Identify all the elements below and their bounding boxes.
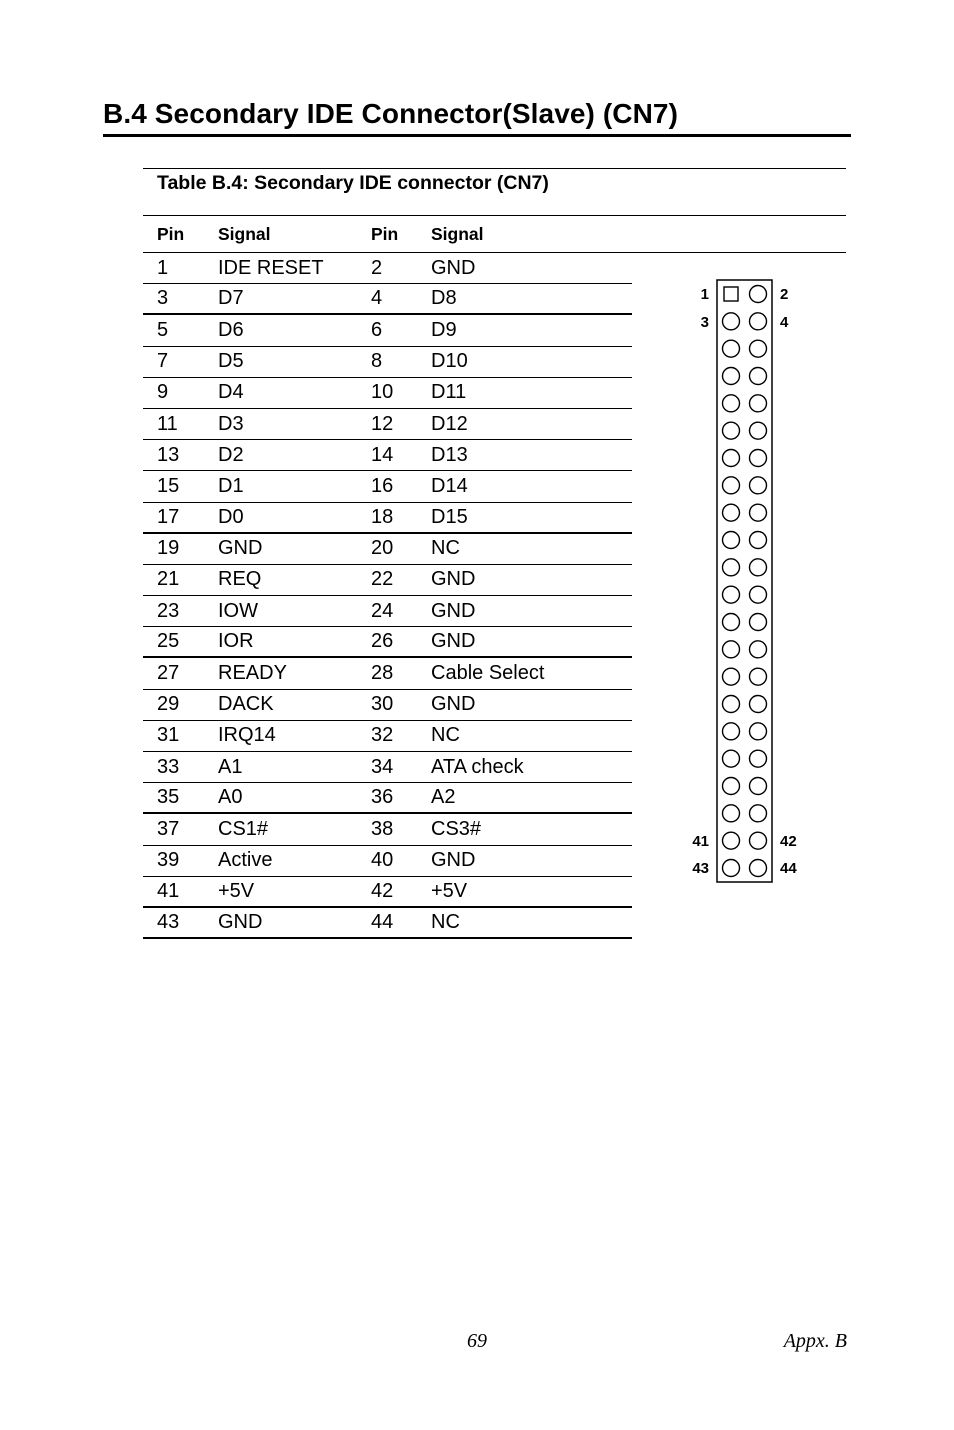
cell-signal-even: NC <box>431 911 460 934</box>
pin-pad <box>723 586 740 603</box>
pin-pad <box>750 750 767 767</box>
pin-pad <box>723 641 740 658</box>
table-row <box>143 627 632 658</box>
pin-pad <box>723 614 740 631</box>
cell-pin-even: 10 <box>371 381 394 404</box>
pin-pad <box>750 668 767 685</box>
cell-pin-odd: 19 <box>157 537 180 560</box>
pin-pad <box>723 450 740 467</box>
cell-signal-even: NC <box>431 537 460 560</box>
cell-pin-even: 8 <box>371 350 383 373</box>
cell-pin-odd: 1 <box>157 256 169 279</box>
table-row <box>143 658 632 689</box>
page-number: 69 <box>467 1330 487 1352</box>
cell-signal-odd: D3 <box>218 412 244 435</box>
label-pin-4: 4 <box>780 314 789 331</box>
cell-signal-odd: A1 <box>218 755 243 778</box>
table-caption: Table B.4: Secondary IDE connector (CN7) <box>143 168 846 215</box>
cell-signal-even: D12 <box>431 412 468 435</box>
cell-signal-even: A2 <box>431 786 456 809</box>
table-row <box>143 503 632 534</box>
cell-signal-even: D11 <box>431 381 467 404</box>
cell-pin-even: 2 <box>371 256 383 279</box>
pin-pad <box>723 696 740 713</box>
cell-signal-even: Cable Select <box>431 662 545 685</box>
label-pin-44: 44 <box>780 860 797 877</box>
cell-pin-odd: 35 <box>157 786 180 809</box>
cell-pin-odd: 15 <box>157 474 180 497</box>
cell-pin-odd: 11 <box>157 412 178 435</box>
cell-pin-even: 14 <box>371 443 394 466</box>
pin-pad <box>750 395 767 412</box>
pin-pad <box>750 504 767 521</box>
cell-signal-odd: GND <box>218 537 263 560</box>
cell-signal-even: GND <box>431 599 476 622</box>
pin-pad <box>723 668 740 685</box>
cell-signal-odd: DACK <box>218 693 274 716</box>
pin-pad <box>750 559 767 576</box>
cell-signal-even: D15 <box>431 505 468 528</box>
cell-pin-odd: 41 <box>157 879 180 902</box>
label-pin-3: 3 <box>700 314 709 331</box>
pin-pad <box>723 422 740 439</box>
cell-signal-even: ATA check <box>431 755 524 778</box>
pin-pad <box>750 477 767 494</box>
cell-pin-odd: 31 <box>157 724 180 747</box>
table-row <box>143 440 632 471</box>
cell-signal-even: GND <box>431 256 476 279</box>
cell-pin-odd: 43 <box>157 911 180 934</box>
cell-signal-odd: CS1# <box>218 817 269 840</box>
header-signal-even: Signal <box>431 223 484 244</box>
cell-signal-odd: D6 <box>218 318 244 341</box>
cell-pin-even: 34 <box>371 755 394 778</box>
pin-pad <box>723 477 740 494</box>
cell-signal-even: GND <box>431 849 476 872</box>
cell-pin-odd: 9 <box>157 381 169 404</box>
table-row <box>143 877 632 908</box>
cell-signal-even: D10 <box>431 350 468 373</box>
pin-pad <box>723 832 740 849</box>
pin-pad <box>750 860 767 877</box>
table-header <box>143 215 846 253</box>
connector-diagram <box>680 279 820 885</box>
pin-pad <box>750 641 767 658</box>
cell-signal-even: GND <box>431 568 476 591</box>
pin-pad <box>750 313 767 330</box>
cell-signal-odd: D7 <box>218 287 244 310</box>
pin-pad <box>750 286 767 303</box>
table-row <box>143 752 632 783</box>
cell-signal-even: D14 <box>431 474 468 497</box>
table-row <box>143 783 632 814</box>
pin-pad <box>750 586 767 603</box>
label-pin-41: 41 <box>692 833 709 850</box>
pin-1-square-pad <box>724 287 738 301</box>
cell-signal-even: D8 <box>431 287 457 310</box>
pin-pad <box>723 559 740 576</box>
cell-pin-odd: 5 <box>157 318 169 341</box>
cell-pin-even: 18 <box>371 505 394 528</box>
cell-signal-odd: D2 <box>218 443 244 466</box>
table-row <box>143 347 632 378</box>
section-title: B.4 Secondary IDE Connector(Slave) (CN7) <box>103 98 851 137</box>
cell-pin-odd: 29 <box>157 693 180 716</box>
cell-pin-odd: 27 <box>157 662 180 685</box>
pin-pad <box>750 368 767 385</box>
cell-pin-even: 38 <box>371 817 394 840</box>
cell-pin-odd: 33 <box>157 755 180 778</box>
header-pin-odd: Pin <box>157 223 185 244</box>
cell-pin-even: 22 <box>371 568 394 591</box>
pin-pad <box>723 860 740 877</box>
label-pin-1: 1 <box>700 286 709 303</box>
label-pin-2: 2 <box>780 286 789 303</box>
cell-pin-even: 24 <box>371 599 394 622</box>
pin-pad <box>723 805 740 822</box>
header-signal-odd: Signal <box>218 223 271 244</box>
table-row <box>143 315 632 346</box>
cell-pin-even: 28 <box>371 662 394 685</box>
pin-pad <box>723 504 740 521</box>
cell-pin-even: 32 <box>371 724 394 747</box>
cell-signal-odd: D1 <box>218 474 244 497</box>
cell-signal-odd: GND <box>218 911 263 934</box>
cell-pin-odd: 25 <box>157 630 180 653</box>
pin-pad <box>723 395 740 412</box>
cell-pin-even: 6 <box>371 318 383 341</box>
pin-pad <box>750 422 767 439</box>
cell-pin-even: 12 <box>371 412 394 435</box>
pin-pad <box>750 778 767 795</box>
cell-pin-odd: 7 <box>157 350 169 373</box>
cell-pin-odd: 37 <box>157 817 180 840</box>
table-row <box>143 908 632 939</box>
cell-pin-odd: 21 <box>157 568 180 591</box>
cell-pin-even: 44 <box>371 911 394 934</box>
table-row <box>143 409 632 440</box>
pin-pad <box>723 723 740 740</box>
pin-pad <box>723 313 740 330</box>
cell-signal-even: GND <box>431 693 476 716</box>
cell-pin-even: 40 <box>371 849 394 872</box>
pin-pad <box>750 696 767 713</box>
cell-signal-even: GND <box>431 630 476 653</box>
header-pin-even: Pin <box>371 223 399 244</box>
pin-pad <box>723 368 740 385</box>
table-row <box>143 690 632 721</box>
cell-signal-odd: IDE RESET <box>218 256 324 279</box>
cell-signal-even: NC <box>431 724 460 747</box>
pin-pad <box>750 340 767 357</box>
cell-signal-even: CS3# <box>431 817 482 840</box>
cell-pin-even: 16 <box>371 474 394 497</box>
table-row <box>143 565 632 596</box>
cell-pin-even: 20 <box>371 537 394 560</box>
cell-signal-odd: IOW <box>218 599 258 622</box>
table-row <box>143 284 632 315</box>
cell-pin-odd: 17 <box>157 505 180 528</box>
cell-signal-even: D13 <box>431 443 468 466</box>
cell-signal-odd: Active <box>218 849 273 872</box>
pin-pad <box>723 532 740 549</box>
pin-pad <box>723 750 740 767</box>
cell-signal-odd: READY <box>218 662 287 685</box>
cell-signal-odd: IOR <box>218 630 254 653</box>
cell-pin-odd: 39 <box>157 849 180 872</box>
table-body <box>143 253 632 939</box>
cell-signal-odd: A0 <box>218 786 243 809</box>
table-row <box>143 596 632 627</box>
connector-pins <box>723 286 767 877</box>
cell-pin-even: 30 <box>371 693 394 716</box>
table-row <box>143 846 632 877</box>
cell-pin-odd: 3 <box>157 287 169 310</box>
cell-signal-odd: D4 <box>218 381 244 404</box>
cell-pin-even: 42 <box>371 879 394 902</box>
table-row <box>143 721 632 752</box>
label-pin-43: 43 <box>692 860 709 877</box>
cell-pin-even: 36 <box>371 786 394 809</box>
cell-pin-odd: 23 <box>157 599 180 622</box>
cell-signal-even: +5V <box>431 879 468 902</box>
cell-signal-odd: IRQ14 <box>218 724 276 747</box>
label-pin-42: 42 <box>780 833 797 850</box>
table-row <box>143 534 632 565</box>
cell-signal-odd: REQ <box>218 568 262 591</box>
pin-pad <box>723 340 740 357</box>
cell-pin-even: 26 <box>371 630 394 653</box>
pin-pad <box>750 832 767 849</box>
pin-pad <box>750 450 767 467</box>
cell-signal-even: D9 <box>431 318 457 341</box>
cell-pin-even: 4 <box>371 287 383 310</box>
cell-signal-odd: D5 <box>218 350 244 373</box>
table-row <box>143 253 632 284</box>
pin-pad <box>723 778 740 795</box>
table-row <box>143 378 632 409</box>
cell-signal-odd: D0 <box>218 505 244 528</box>
table-row <box>143 814 632 845</box>
table-row <box>143 471 632 502</box>
cell-pin-odd: 13 <box>157 443 180 466</box>
cell-signal-odd: +5V <box>218 879 255 902</box>
pin-pad <box>750 614 767 631</box>
pin-pad <box>750 805 767 822</box>
footer-section: Appx. B <box>783 1330 847 1352</box>
pin-pad <box>750 532 767 549</box>
pin-pad <box>750 723 767 740</box>
